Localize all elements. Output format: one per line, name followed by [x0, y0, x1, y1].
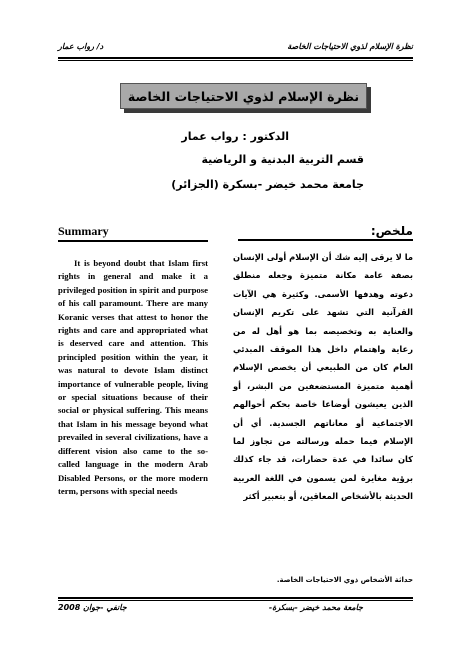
article-title: نظرة الإسلام لذوي الاحتياجات الخاصة — [127, 88, 360, 104]
article-title-box — [120, 83, 367, 109]
author-name: الدكتور : رواب عمار — [181, 130, 289, 143]
arabic-abstract-continuation: حداثة الأشخاص ذوي الاحتياجات الخاصة. — [276, 576, 413, 584]
arabic-abstract-heading: ملخص: — [238, 224, 413, 241]
author-department: قسم التربية البدنية و الرياضية — [201, 153, 364, 166]
summary-heading: Summary — [58, 224, 208, 242]
footer-date: جانفي -جوان 2008 — [58, 603, 127, 612]
summary-text: It is beyond doubt that Islam first rights in general and make it a privileged position in spirit and purpose of his call paramount. There are many Koranic verses that attest to honor the rights and care and appropriated what is deserved care and attention. This principled position within the year, it was natural to devote Islam distinct importance of vulnerable people, living or special situations because of their social or physical suffering. This means that Islam in his message beyond what prevailed in several civilizations, have a different vision also came to the so-called language in the modern Arab Disabled Persons, or the more modern term, persons with special needs — [58, 258, 208, 496]
arabic-abstract-text: ما لا يرقى إليه شك أن الإسلام أولى الإنسان بصفة عامة مكانة متميزة وجعله منطلق دعوته وهدفها الأسمى. وكثيرة هي الآيات القرآنية التي تشهد على تكريم الإنسان والعناية به وتخصيصه بما هو أهل له من رعاية واهتمام داخل هذا الموقف المبدئي العام كان من الطبيعي أن يخصص الإسلام أهمية متميزة المستضعفين من البشر، أو الذين يعيشون أوضاعا خاصة بحكم أحوالهم الاجتماعية أو معاناتهم الجسدية. أي أن الإسلام فيما حمله ورسالته من تجاوز لما كان سائدا في عدة حضارات، قد جاء كذلك برؤية مغايرة لمن يسمون في اللغة العربية الحديثة بالأشخاص المعاقين، أو بتعبير أكثر — [233, 252, 413, 502]
footer-university: جامعة محمد خيضر -بسكرة- — [268, 603, 363, 612]
header-title: نظرة الإسلام لذوي الاحتياجات الخاصة — [287, 42, 413, 51]
footer-rule — [58, 597, 413, 599]
running-header — [58, 40, 413, 56]
header-rule-thin — [58, 60, 413, 61]
running-footer — [58, 603, 413, 619]
header-author: د/ رواب عمار — [58, 42, 104, 51]
footer-rule-thin — [58, 600, 413, 601]
author-university: جامعة محمد خيضر -بسكرة (الجزائر) — [171, 178, 364, 191]
header-rule — [58, 57, 413, 59]
